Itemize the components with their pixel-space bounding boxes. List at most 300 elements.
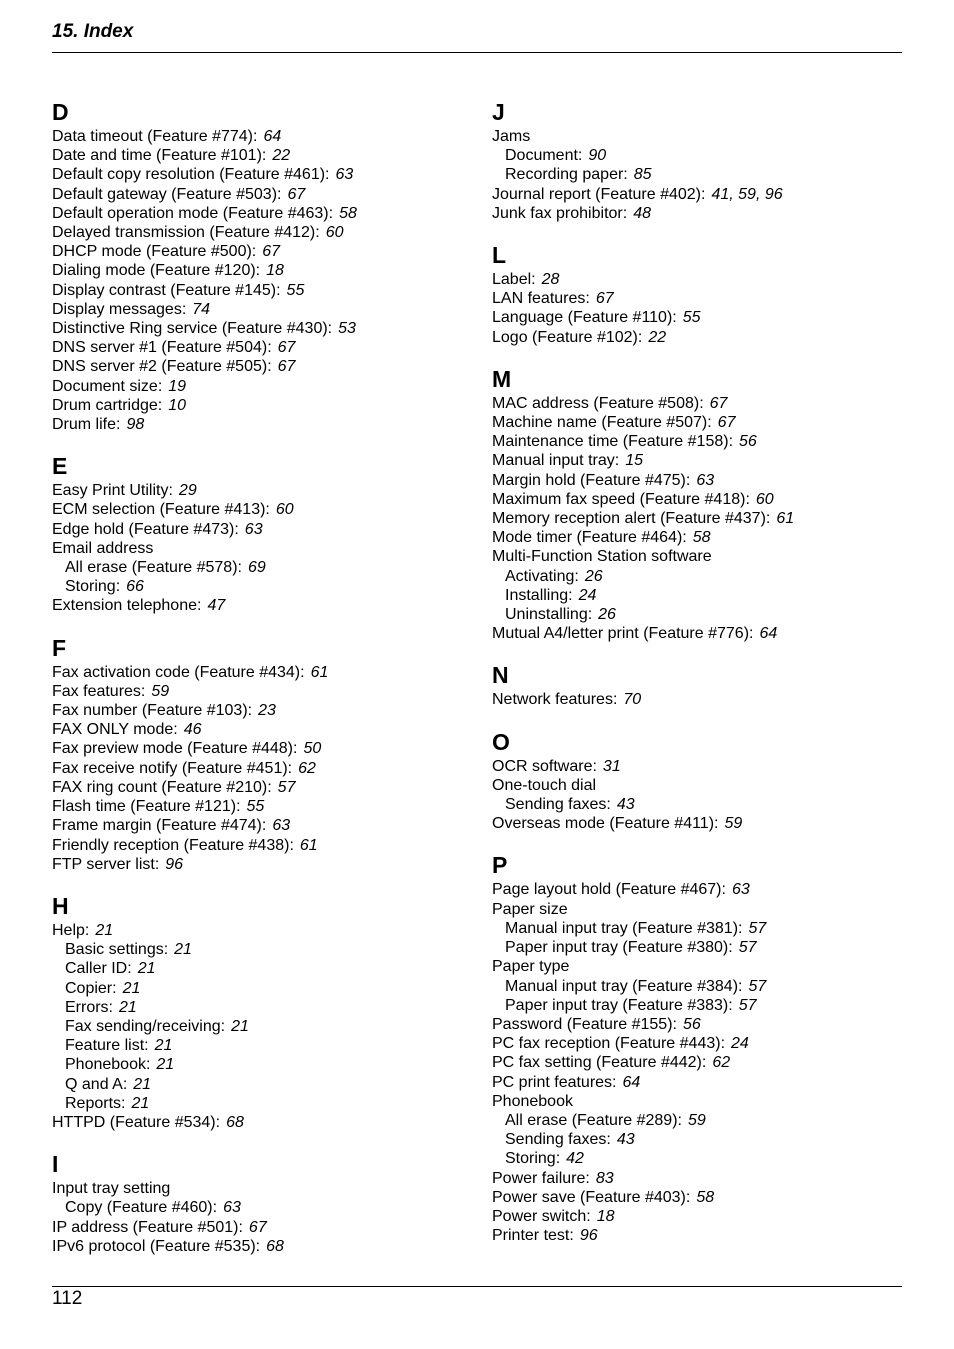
page-reference: 69 [247,559,266,577]
index-entry [492,957,912,976]
page-reference: 29 [178,482,197,500]
index-entry [492,289,912,308]
index-entry [52,921,472,940]
entry-text: Feature list: [65,1037,149,1055]
index-subentry [52,1094,472,1113]
entry-text: DNS server #1 (Feature #504): [52,339,272,357]
header-rule [52,52,902,53]
index-entry [52,855,472,874]
page-reference: 56 [739,433,757,451]
entry-text: Drum cartridge: [52,396,163,414]
index-section [52,98,472,434]
index-entry [52,127,472,146]
index-subentry [52,998,472,1017]
entry-text: Power save (Feature #403): [492,1188,691,1206]
page-reference: 67 [287,185,306,203]
entry-text: Flash time (Feature #121): [52,798,241,816]
page-reference: 62 [712,1054,731,1072]
index-entry [52,377,472,396]
index-subentry [492,795,912,814]
index-entry [52,1179,472,1198]
page-reference: 63 [272,817,291,835]
index-section [492,851,912,1245]
index-section [492,241,912,347]
entry-text: Memory reception alert (Feature #437): [492,510,771,528]
entry-text: Manual input tray: [492,452,620,470]
entry-text: Help: [52,921,90,939]
index-entry [52,720,472,739]
section-letter: F [52,634,67,661]
entry-text: Document size: [52,377,163,395]
index-section [52,452,472,615]
page-reference: 60 [275,501,294,519]
entry-text: Network features: [492,691,618,709]
page-reference: 26 [598,606,616,624]
entry-text: Fax number (Feature #103): [52,702,253,720]
entry-text: Label: [492,271,536,289]
page-reference: 23 [258,702,276,720]
section-letter: E [52,453,68,480]
section-letter: L [492,242,507,269]
entry-text: Copy (Feature #460): [65,1199,218,1217]
page-reference: 21 [154,1037,173,1055]
entry-text: Password (Feature #155): [492,1015,677,1033]
index-entry [492,1092,912,1111]
index-subentry [492,165,912,184]
page-reference: 22 [272,147,291,165]
index-subentry [492,605,912,624]
entry-text: Margin hold (Feature #475): [492,471,691,489]
page-reference: 21 [119,998,137,1016]
index-entry [52,204,472,223]
index-subentry [52,940,472,959]
index-subentry [52,959,472,978]
entry-text: Data timeout (Feature #774): [52,128,258,145]
entry-text: All erase (Feature #289): [505,1111,682,1129]
entry-text: LAN features: [492,290,590,308]
page-reference: 59 [724,815,743,833]
entry-text: Default operation mode (Feature #463): [52,204,334,222]
entry-text: Display contrast (Feature #145): [52,281,281,299]
index-entry [492,185,912,204]
entry-text: FAX ring count (Feature #210): [52,778,272,796]
page-reference: 43 [616,796,635,814]
page-reference: 10 [168,396,187,414]
entry-text: Dialing mode (Feature #120): [52,262,261,280]
page-reference: 57 [748,919,767,937]
index-entry [52,1113,472,1132]
page-reference: 60 [755,490,774,508]
page-reference: 55 [246,798,265,816]
page-header-title: 15. Index [52,21,134,42]
entry-text: ECM selection (Feature #413): [52,501,270,519]
entry-text: Sending faxes: [505,1131,611,1149]
page-reference: 96 [579,1227,598,1245]
index-entry [492,413,912,432]
page-reference: 63 [223,1199,241,1217]
index-subentry [52,1075,472,1094]
index-entry [492,880,912,899]
index-entry [492,690,912,709]
entry-text: Journal report (Feature #402): [492,185,706,203]
entry-text: Paper input tray (Feature #380): [505,939,733,957]
index-entry [492,127,912,146]
page-reference: 63 [244,520,263,538]
index-entry [52,816,472,835]
entry-text: Display messages: [52,300,187,318]
entry-text: Fax sending/receiving: [65,1017,226,1035]
entry-text: Activating: [505,567,579,585]
page-reference: 21 [231,1017,249,1035]
entry-text: Mode timer (Feature #464): [492,529,687,547]
entry-text: Date and time (Feature #101): [52,147,267,165]
index-subentry [52,979,472,998]
index-section [52,1150,472,1256]
page-reference: 68 [226,1113,244,1131]
page-reference: 64 [622,1073,641,1091]
index-entry [52,338,472,357]
index-entry [492,1053,912,1072]
index-subentry [52,577,472,596]
page-reference: 47 [207,597,226,615]
page-reference: 58 [696,1188,715,1206]
index-subentry [52,1055,472,1074]
index-subentry [492,1130,912,1149]
index-entry [492,394,912,413]
entry-text: Jams [492,128,531,145]
entry-text: Storing: [65,578,121,596]
section-letter: D [52,99,69,125]
page-number: 112 [52,1288,83,1309]
index-entry [492,776,912,795]
entry-text: MAC address (Feature #508): [492,394,704,412]
entry-text: Phonebook [492,1092,573,1110]
entry-text: Document: [505,147,583,165]
page-reference: 57 [738,939,757,957]
entry-text: Multi-Function Station software [492,548,712,566]
page-reference: 24 [731,1035,749,1053]
entry-text: Basic settings: [65,941,169,959]
page-reference: 41, 59, 96 [711,185,783,203]
page-reference: 63 [696,471,715,489]
entry-text: OCR software: [492,757,597,775]
page-reference: 58 [339,204,357,222]
entry-text: Friendly reception (Feature #438): [52,836,294,854]
index-entry [52,146,472,165]
entry-text: Paper input tray (Feature #383): [505,996,733,1014]
page-reference: 67 [277,339,296,357]
index-subentry [492,919,912,938]
index-entry [492,490,912,509]
page-reference: 66 [126,578,144,596]
entry-text: Caller ID: [65,960,132,978]
index-entry [52,185,472,204]
page-reference: 74 [192,300,211,318]
index-section [492,728,912,834]
page-reference: 64 [759,625,778,643]
entry-text: Distinctive Ring service (Feature #430): [52,320,333,338]
index-subentry [492,996,912,1015]
index-section [492,98,912,223]
page-reference: 28 [541,271,560,289]
page-reference: 21 [174,941,192,959]
entry-text: Sending faxes: [505,796,611,814]
page-reference: 67 [262,243,281,261]
page-reference: 21 [131,1094,150,1112]
page-reference: 67 [248,1218,267,1236]
page-reference: 67 [595,290,614,308]
entry-text: PC print features: [492,1073,617,1091]
index-subentry [492,567,912,586]
entry-text: Q and A: [65,1075,128,1093]
entry-text: Errors: [65,998,113,1016]
index-entry [52,759,472,778]
page-reference: 21 [95,921,114,939]
entry-text: IP address (Feature #501): [52,1218,243,1236]
index-entry [492,204,912,223]
index-section [492,365,912,644]
index-entry [52,415,472,434]
index-entry [52,281,472,300]
entry-text: Uninstalling: [505,606,593,624]
entry-text: Default copy resolution (Feature #461): [52,166,330,184]
index-entry [492,1015,912,1034]
index-section [52,634,472,874]
entry-text: Maximum fax speed (Feature #418): [492,490,750,508]
page-reference: 67 [709,394,728,412]
index-entry [492,1226,912,1245]
entry-text: Email address [52,539,154,557]
page-reference: 21 [133,1075,152,1093]
index-entry [492,1073,912,1092]
index-entry [492,1169,912,1188]
index-entry [52,261,472,280]
entry-text: Fax preview mode (Feature #448): [52,740,298,758]
index-entry [52,797,472,816]
index-entry [52,357,472,376]
page-reference: 50 [303,740,322,758]
entry-text: Installing: [505,586,573,604]
entry-text: Page layout hold (Feature #467): [492,881,726,899]
page-reference: 48 [633,204,651,222]
page-reference: 21 [156,1056,175,1074]
page-reference: 46 [183,721,202,739]
index-subentry [52,1036,472,1055]
index-entry [52,1218,472,1237]
index-entry [52,223,472,242]
entry-text: Edge hold (Feature #473): [52,520,239,538]
page-reference: 70 [623,691,642,709]
index-entry [492,547,912,566]
index-entry [492,757,912,776]
index-entry [52,500,472,519]
page-reference: 90 [588,147,607,165]
index-entry [492,1034,912,1053]
index-subentry [492,146,912,165]
entry-text: Reports: [65,1094,126,1112]
entry-text: All erase (Feature #578): [65,559,242,577]
entry-text: Storing: [505,1150,561,1168]
index-entry [52,682,472,701]
index-column-right [492,96,912,1263]
index-entry [52,596,472,615]
index-entry [492,900,912,919]
index-entry [492,624,912,643]
page-reference: 53 [338,320,356,338]
index-entry [52,481,472,500]
entry-text: Delayed transmission (Feature #412): [52,224,320,242]
index-entry [52,242,472,261]
entry-text: Printer test: [492,1227,574,1245]
page-reference: 59 [151,682,170,700]
entry-text: Frame margin (Feature #474): [52,817,267,835]
index-entry [52,663,472,682]
section-letter: J [492,99,505,125]
page-reference: 61 [776,510,795,528]
index-subentry [492,938,912,957]
index-subentry [52,1017,472,1036]
entry-text: DNS server #2 (Feature #505): [52,358,272,376]
index-entry [52,701,472,720]
entry-text: HTTPD (Feature #534): [52,1113,221,1131]
entry-text: Paper type [492,958,570,976]
entry-text: Easy Print Utility: [52,482,173,500]
page-reference: 67 [717,414,736,432]
footer-rule [52,1286,902,1287]
entry-text: Recording paper: [505,166,628,184]
entry-text: FAX ONLY mode: [52,721,178,739]
page-reference: 68 [266,1237,284,1255]
entry-text: Junk fax prohibitor: [492,204,628,222]
page-reference: 96 [165,855,184,873]
index-subentry [52,558,472,577]
page-reference: 60 [325,224,344,242]
index-entry [52,396,472,415]
page-reference: 83 [595,1169,614,1187]
index-subentry [52,1198,472,1217]
entry-text: Language (Feature #110): [492,309,677,327]
page-reference: 62 [298,759,316,777]
entry-text: Fax receive notify (Feature #451): [52,759,293,777]
page-reference: 21 [137,960,156,978]
page-reference: 85 [633,166,652,184]
index-entry [492,471,912,490]
index-entry [492,270,912,289]
page-reference: 67 [277,358,296,376]
index-column-left [52,96,472,1274]
index-entry [492,1188,912,1207]
entry-text: Copier: [65,979,117,997]
page-reference: 22 [648,328,667,346]
page-reference: 55 [682,309,701,327]
index-entry [492,528,912,547]
page-reference: 18 [266,262,284,280]
index-subentry [492,1111,912,1130]
page-reference: 31 [602,757,621,775]
entry-text: Extension telephone: [52,597,202,615]
page-reference: 61 [310,663,329,681]
entry-text: FTP server list: [52,855,160,873]
index-entry [492,814,912,833]
section-letter: I [52,1151,59,1178]
entry-text: Mutual A4/letter print (Feature #776): [492,625,754,643]
entry-text: Power failure: [492,1169,590,1187]
index-entry [492,308,912,327]
index-entry [52,300,472,319]
page-reference: 24 [578,586,597,604]
index-entry [492,328,912,347]
entry-text: Power switch: [492,1207,591,1225]
entry-text: Logo (Feature #102): [492,328,643,346]
index-entry [52,319,472,338]
entry-text: PC fax setting (Feature #442): [492,1054,707,1072]
page-reference: 57 [748,977,767,995]
entry-text: DHCP mode (Feature #500): [52,243,257,261]
page-reference: 58 [692,529,711,547]
page-reference: 43 [616,1131,635,1149]
page-reference: 21 [122,979,141,997]
section-letter: P [492,852,508,879]
index-section [52,892,472,1132]
section-letter: H [52,892,69,919]
page-reference: 57 [277,778,296,796]
entry-text: Fax activation code (Feature #434): [52,663,305,681]
entry-text: PC fax reception (Feature #443): [492,1035,726,1053]
page-reference: 15 [625,452,643,470]
page-reference: 61 [299,836,318,854]
index-entry [52,1237,472,1256]
entry-text: Paper size [492,900,568,918]
index-entry [492,432,912,451]
index-entry [52,836,472,855]
index-entry [492,1207,912,1226]
index-subentry [492,977,912,996]
page-reference: 64 [263,128,282,145]
page-reference: 55 [286,281,305,299]
index-subentry [492,1149,912,1168]
page-reference: 98 [126,416,145,434]
page-reference: 63 [731,881,750,899]
index-entry [52,739,472,758]
index-entry [52,539,472,558]
page-reference: 59 [687,1111,706,1129]
entry-text: Maintenance time (Feature #158): [492,433,734,451]
section-letter: N [492,662,509,689]
section-letter: O [492,728,510,755]
section-letter: M [492,365,512,392]
entry-text: Drum life: [52,416,121,434]
index-subentry [492,586,912,605]
index-entry [52,778,472,797]
entry-text: Input tray setting [52,1180,171,1198]
index-entry [492,451,912,470]
page-reference: 56 [682,1015,701,1033]
entry-text: Phonebook: [65,1056,151,1074]
index-section [492,661,912,709]
entry-text: Default gateway (Feature #503): [52,185,282,203]
entry-text: Manual input tray (Feature #381): [505,919,743,937]
page-reference: 19 [168,377,187,395]
index-entry [492,509,912,528]
page-reference: 26 [584,567,603,585]
entry-text: Fax features: [52,682,146,700]
index-entry [52,520,472,539]
entry-text: Manual input tray (Feature #384): [505,977,743,995]
entry-text: IPv6 protocol (Feature #535): [52,1237,261,1255]
page-reference: 18 [596,1207,615,1225]
index-entry [52,165,472,184]
entry-text: Machine name (Feature #507): [492,414,712,432]
